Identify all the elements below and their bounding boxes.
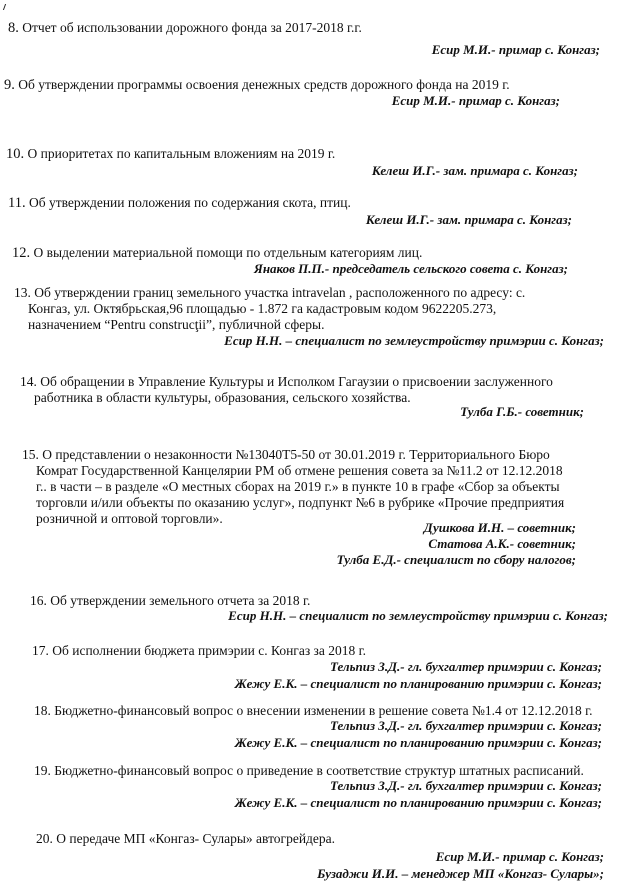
- agenda-item-number: 13.: [14, 285, 31, 300]
- responsible-person: Тулба Г.Б.- советник;: [460, 404, 584, 419]
- agenda-item-number: 11.: [8, 195, 26, 211]
- agenda-item-number: 9.: [4, 77, 15, 93]
- agenda-item-line: работника в области культуры, образования, сельского хозяйства.: [34, 390, 411, 405]
- agenda-item-text: Об утверждении границ земельного участка intravelan , расположенного по адресу: с.: [34, 285, 526, 300]
- responsible-person: Есир Н.Н. – специалист по землеустройству примэрии с. Конгаз;: [224, 333, 604, 348]
- stray-pen-mark: [3, 4, 10, 10]
- responsible-person: Келеш И.Г.- зам. примара с. Конгаз;: [365, 212, 572, 227]
- agenda-item-line: [20, 374, 608, 390]
- agenda-item-title: [12, 245, 608, 261]
- agenda-item-title: [4, 77, 608, 93]
- agenda-item-title: [14, 285, 608, 333]
- agenda-item-number: 18.: [34, 703, 51, 718]
- agenda-item-number: 20.: [36, 831, 53, 846]
- agenda-item-14: [20, 374, 608, 424]
- agenda-item-title: [22, 447, 608, 527]
- responsible-person: Есир М.И.- примар с. Конгаз;: [435, 849, 604, 864]
- agenda-item-title: [32, 643, 608, 659]
- agenda-item-number: 10.: [6, 146, 25, 162]
- agenda-item-text: Об обращении в Управление Культуры и Исполком Гагаузии о присвоении заслуженного: [40, 374, 553, 389]
- agenda-item-line: г.. в части – в разделе «О местных сборах на 2019 г.» в пункте 10 в графе «Сбор за объекты: [36, 479, 560, 494]
- responsible-persons: [317, 848, 604, 882]
- agenda-item-title: [6, 146, 608, 162]
- responsible-person: Тулба Е.Д.- специалист по сбору налогов;: [336, 552, 576, 567]
- agenda-item-13: [14, 285, 608, 357]
- agenda-item-number: 15.: [22, 447, 39, 462]
- agenda-item-line: [14, 285, 608, 301]
- responsible-person: Жежу Е.К. – специалист по планированию примэрии с. Конгаз;: [234, 795, 602, 810]
- agenda-item-title: [8, 20, 608, 36]
- agenda-item-text: Об утверждении положения по содержания скота, птиц.: [28, 195, 351, 210]
- agenda-item-text: Бюджетно-финансовый вопрос о внесении изменении в решение совета №1.4 от 12.12.2018 г.: [54, 703, 593, 718]
- agenda-item-text: Об утверждении земельного отчета за 2018 г.: [50, 593, 311, 608]
- agenda-item-15: [22, 447, 608, 565]
- agenda-item-title: [20, 374, 608, 406]
- agenda-item-title: [36, 831, 608, 847]
- agenda-item-text: Отчет об использовании дорожного фонда за 2017-2018 г.г.: [22, 20, 362, 35]
- agenda-item-number: 12.: [12, 245, 31, 261]
- responsible-person: Келеш И.Г.- зам. примара с. Конгаз;: [371, 163, 578, 178]
- responsible-persons: [235, 777, 602, 811]
- agenda-item-text: О выделении материальной помощи по отдельным категориям лиц.: [33, 245, 423, 260]
- responsible-person: Есир Н.Н. – специалист по землеустройству примэрии с. Конгаз;: [228, 608, 608, 623]
- agenda-item-16: [30, 593, 608, 629]
- responsible-person: Статова А.К.- советник;: [428, 536, 576, 551]
- responsible-persons: [224, 333, 604, 348]
- agenda-item-8: [8, 20, 608, 60]
- responsible-person: Тельпиз З.Д.- гл. бухгалтер примэрии с. Конгаз;: [329, 778, 602, 793]
- agenda-item-text: О приоритетах по капитальным вложениям на 2019 г.: [27, 146, 336, 161]
- agenda-item-line: назначением “Pentru construcţii”, публичной сферы.: [28, 317, 325, 332]
- agenda-item-line: торговли и/или объекты по оказанию услуг», подпункт №6 в рубрике «Прочие предприятия: [36, 495, 565, 510]
- agenda-item-number: 16.: [30, 593, 47, 608]
- responsible-person: Жежу Е.К. – специалист по планированию примэрии с. Конгаз;: [234, 676, 602, 691]
- agenda-item-number: 8.: [8, 20, 19, 36]
- agenda-item-20: [36, 831, 608, 891]
- agenda-item-text: Об исполнении бюджета примэрии с. Конгаз за 2018 г.: [52, 643, 366, 658]
- responsible-person: Есир М.И.- примар с. Конгаз;: [391, 93, 560, 108]
- agenda-item-line: Конгаз, ул. Октябрьская,96 площадью - 1.872 га кадастровым кодом 9622205.273,: [28, 301, 497, 316]
- agenda-item-line: розничной и оптовой торговли».: [36, 511, 223, 526]
- agenda-item-12: [12, 245, 608, 281]
- agenda-item-number: 19.: [34, 763, 51, 778]
- responsible-person: Тельпиз З.Д.- гл. бухгалтер примэрии с. Конгаз;: [329, 659, 602, 674]
- agenda-item-10: [6, 146, 608, 186]
- responsible-persons: [228, 608, 608, 623]
- agenda-item-text: Об утверждении программы освоения денежных средств дорожного фонда на 2019 г.: [18, 77, 510, 92]
- responsible-persons: [366, 212, 572, 227]
- agenda-item-9: [4, 77, 608, 117]
- responsible-person: Янаков П.П.- председатель сельского совета с. Конгаз;: [253, 261, 568, 276]
- responsible-persons: [392, 93, 560, 108]
- agenda-item-19: [34, 763, 608, 813]
- responsible-person: Бузаджи И.И. – менеджер МП «Конгаз- Сулары»;: [317, 866, 604, 881]
- agenda-item-line: [22, 447, 608, 463]
- agenda-item-title: [30, 593, 608, 609]
- agenda-item-line: Комрат Государственной Канцелярии РМ об отмене решения совета за №11.2 от 12.12.2018: [36, 463, 563, 478]
- responsible-persons: [235, 658, 602, 692]
- responsible-persons: [235, 717, 602, 751]
- agenda-item-text: О передаче МП «Конгаз- Сулары» автогрейдера.: [56, 831, 336, 846]
- responsible-person: Душкова И.Н. – советник;: [423, 520, 576, 535]
- agenda-item-number: 14.: [20, 374, 37, 389]
- agenda-item-number: 17.: [32, 643, 49, 658]
- responsible-persons: [460, 404, 584, 419]
- agenda-item-text: О представлении о незаконности №13040Т5-50 от 30.01.2019 г. Территориального Бюро: [42, 447, 550, 462]
- agenda-item-11: [8, 195, 608, 235]
- agenda-item-17: [32, 643, 608, 693]
- agenda-item-text: Бюджетно-финансовый вопрос о приведение в соответствие структур штатных расписаний.: [54, 763, 584, 778]
- agenda-item-title: [8, 195, 608, 211]
- responsible-persons: [432, 42, 600, 57]
- responsible-person: Тельпиз З.Д.- гл. бухгалтер примэрии с. Конгаз;: [329, 718, 602, 733]
- responsible-persons: [337, 520, 576, 568]
- responsible-person: Жежу Е.К. – специалист по планированию примэрии с. Конгаз;: [234, 735, 602, 750]
- agenda-item-18: [34, 703, 608, 753]
- responsible-persons: [254, 261, 568, 276]
- responsible-persons: [372, 163, 578, 178]
- responsible-person: Есир М.И.- примар с. Конгаз;: [431, 42, 600, 57]
